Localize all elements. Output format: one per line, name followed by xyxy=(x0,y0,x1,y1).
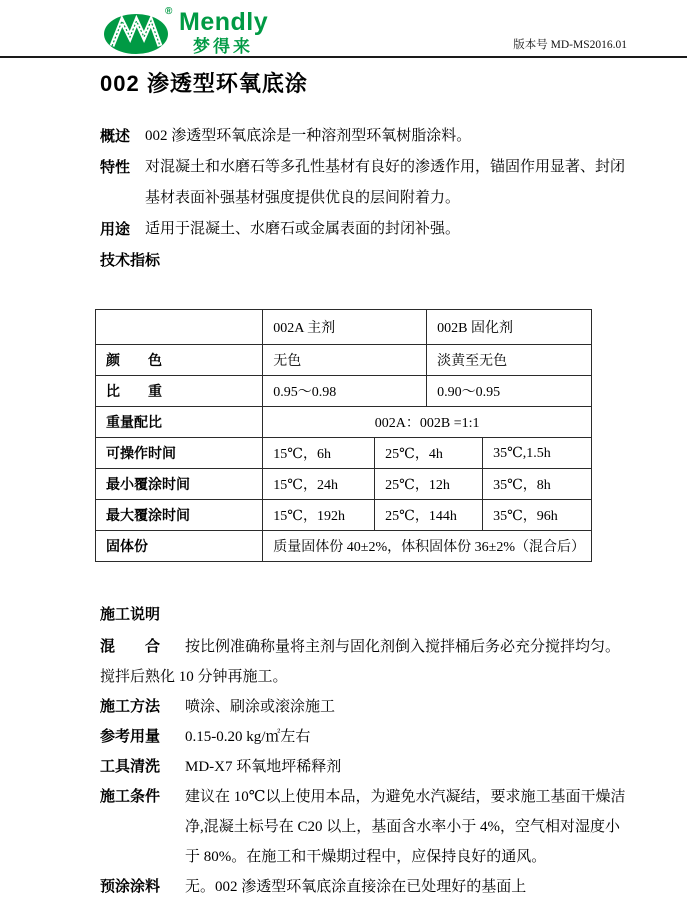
construction-section xyxy=(100,599,627,902)
intro-section xyxy=(100,121,627,276)
table-cell: 35℃，96h xyxy=(493,509,558,524)
table-cell: 质量固体份 40±2%，体积固体份 36±2%（混合后） xyxy=(273,540,585,555)
table-cell: 25℃，12h xyxy=(375,469,483,499)
table-cell: 0.90～0.95 xyxy=(437,385,501,400)
overview-text: 002 渗透型环氧底涂是一种溶剂型环氧树脂涂料。 xyxy=(145,128,472,144)
table-row xyxy=(96,376,591,407)
table-cell: 25℃，144h xyxy=(375,500,483,530)
version-number: 版本号 MD-MS2016.01 xyxy=(513,39,627,51)
spec-item xyxy=(100,782,627,872)
spec-item xyxy=(100,722,627,752)
spec-label: 工具清洗 xyxy=(100,758,161,775)
construction-heading: 施工说明 xyxy=(100,606,161,623)
mix-note: 搅拌后熟化 10 分钟再施工。 xyxy=(100,669,288,685)
usage-label: 用途 xyxy=(100,221,131,238)
spec-text: MD-X7 环氧地坪稀释剂 xyxy=(185,759,342,775)
spec-label: 施工条件 xyxy=(100,788,161,805)
usage-row xyxy=(100,214,627,245)
table-cell: 002B 固化剂 xyxy=(437,321,513,336)
usage-text: 适用于混凝土、水磨石或金属表面的封闭补强。 xyxy=(145,221,461,237)
spec-label: 参考用量 xyxy=(100,728,161,745)
brand-logo xyxy=(103,6,183,56)
table-cell: 35℃,1.5h xyxy=(493,445,551,461)
table-cell: 15℃，6h xyxy=(263,438,375,468)
table-cell: 0.95～0.98 xyxy=(263,376,427,406)
tech-specs-heading: 技术指标 xyxy=(100,252,161,269)
brand-wordmark-chinese: 梦得来 xyxy=(193,37,253,56)
table-cell: 重量配比 xyxy=(96,407,263,437)
table-cell: 淡黄至无色 xyxy=(437,354,508,369)
brand-text xyxy=(179,10,268,55)
page-title: 002 渗透型环氧底涂 xyxy=(100,71,308,96)
features-row xyxy=(100,152,627,214)
table-cell: 可操作时间 xyxy=(96,438,263,468)
brand-wordmark: Mendly xyxy=(179,8,269,36)
spec-item xyxy=(100,752,627,782)
spec-label: 施工方法 xyxy=(100,698,161,715)
table-cell: 最大覆涂时间 xyxy=(96,500,263,530)
spec-item xyxy=(100,872,627,902)
features-label: 特性 xyxy=(100,159,131,176)
table-cell: 35℃，8h xyxy=(493,478,551,493)
table-cell: 15℃，24h xyxy=(263,469,375,499)
spec-text: 建议在 10℃以上使用本品，为避免水汽凝结，要求施工基面干燥洁净,混凝土标号在 C20 以上，基面含水率小于 4%，空气相对湿度小于 80%。在施工和干燥期过程中，应保持良好的通风。 xyxy=(185,789,626,865)
mix-row xyxy=(100,632,627,662)
table-cell: 15℃，192h xyxy=(263,500,375,530)
table-cell: 固体份 xyxy=(96,531,263,561)
registered-trademark-icon: ® xyxy=(165,6,173,17)
mendly-logo-icon xyxy=(103,10,171,56)
table-row xyxy=(96,438,591,469)
spec-text: 0.15-0.20 kg/㎡左右 xyxy=(185,729,311,745)
spec-item xyxy=(100,692,627,722)
mix-label: 混 合 xyxy=(100,638,161,655)
table-row xyxy=(96,531,591,561)
table-cell: 颜 色 xyxy=(96,345,263,375)
table-cell: 25℃，4h xyxy=(375,438,483,468)
overview-label: 概述 xyxy=(100,128,131,145)
table-row xyxy=(96,407,591,438)
table-cell: 002A：002B =1:1 xyxy=(374,416,480,431)
table-cell: 002A 主剂 xyxy=(263,310,427,344)
tech-table xyxy=(95,309,592,562)
construction-items xyxy=(100,692,627,902)
table-cell: 比 重 xyxy=(96,376,263,406)
table-cell xyxy=(96,310,263,344)
table-cell: 无色 xyxy=(263,345,427,375)
spec-text: 喷涂、刷涂或滚涂施工 xyxy=(185,699,336,715)
table-row xyxy=(96,310,591,345)
spec-label: 预涂涂料 xyxy=(100,878,161,895)
features-text: 对混凝土和水磨石等多孔性基材有良好的渗透作用，锚固作用显著、封闭基材表面补强基材强度提供优良的层间附着力。 xyxy=(145,159,626,206)
table-row xyxy=(96,345,591,376)
table-row xyxy=(96,469,591,500)
spec-text: 无。002 渗透型环氧底涂直接涂在已处理好的基面上 xyxy=(185,879,527,895)
table-cell: 最小覆涂时间 xyxy=(96,469,263,499)
document-body xyxy=(0,67,687,902)
page-header xyxy=(0,0,687,58)
table-row xyxy=(96,500,591,531)
overview-row xyxy=(100,121,627,152)
mix-text: 按比例准确称量将主剂与固化剂倒入搅拌桶后务必充分搅拌均匀。 xyxy=(185,639,621,655)
